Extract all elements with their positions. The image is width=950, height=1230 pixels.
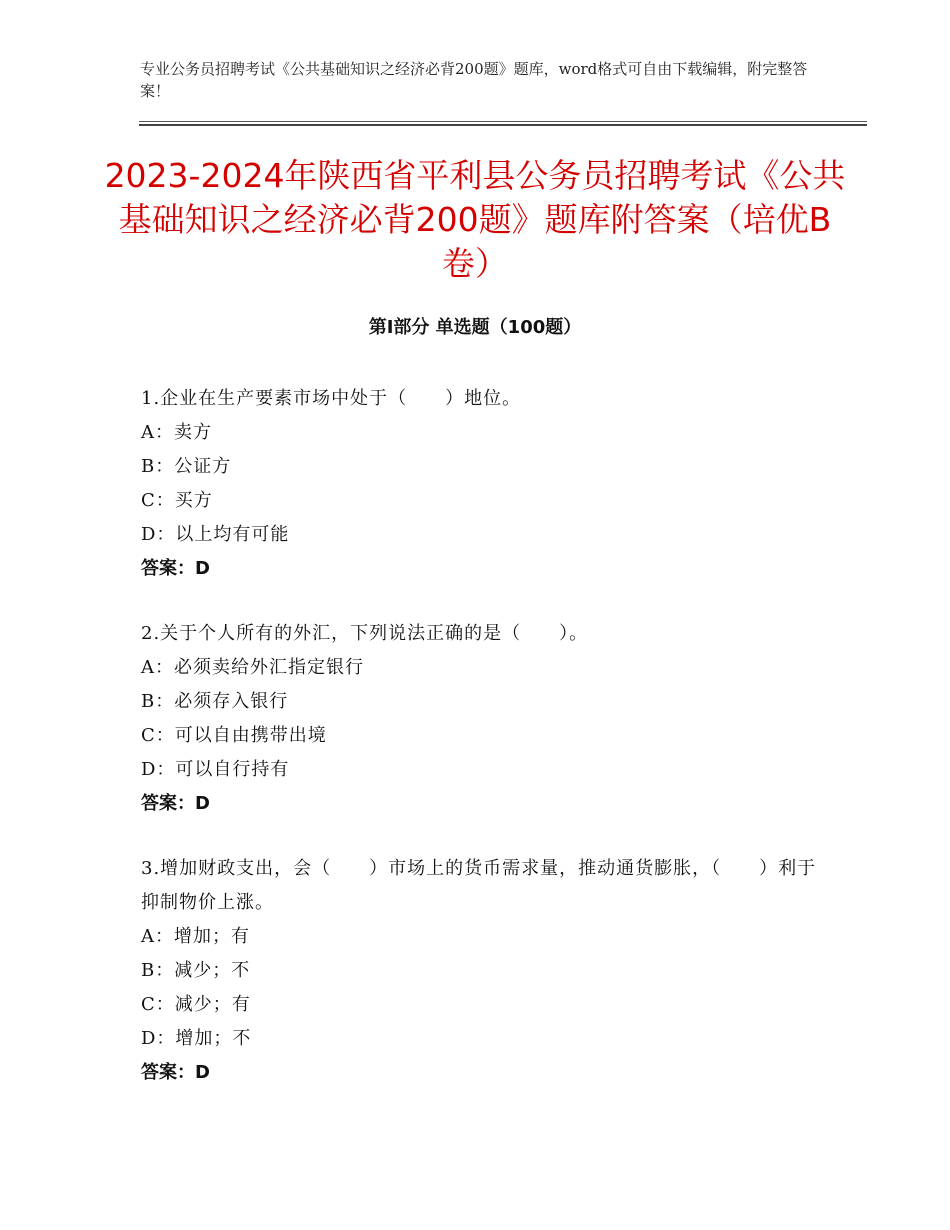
option-c: C：可以自由携带出境 bbox=[141, 725, 327, 746]
option-a: A：卖方 bbox=[141, 422, 212, 443]
question-stem: 3.增加财政支出，会（ ）市场上的货币需求量，推动通货膨胀，（ ）利于抑制物价上涨。 bbox=[141, 858, 817, 913]
option-b: B：必须存入银行 bbox=[141, 691, 289, 712]
option-c: C：减少；有 bbox=[141, 994, 251, 1015]
answer: 答案：D bbox=[141, 558, 210, 579]
answer: 答案：D bbox=[141, 793, 210, 814]
question-stem: 1.企业在生产要素市场中处于（ ）地位。 bbox=[141, 388, 522, 409]
header-divider-thin bbox=[139, 121, 867, 122]
question-stem: 2.关于个人所有的外汇，下列说法正确的是（ ）。 bbox=[141, 623, 589, 644]
option-a: A：必须卖给外汇指定银行 bbox=[141, 657, 364, 678]
option-d: D：可以自行持有 bbox=[141, 759, 290, 780]
option-d: D：以上均有可能 bbox=[141, 524, 290, 545]
question-1 bbox=[141, 382, 831, 586]
question-2 bbox=[141, 617, 831, 821]
header-note: 专业公务员招聘考试《公共基础知识之经济必背200题》题库，word格式可自由下载编辑，附完整答案！ bbox=[140, 60, 808, 100]
option-b: B：公证方 bbox=[141, 456, 232, 477]
document-title: 2023-2024年陕西省平利县公务员招聘考试《公共基础知识之经济必背200题》题库附答案（培优B卷） bbox=[104, 156, 846, 283]
question-3 bbox=[141, 852, 831, 1090]
option-b: B：减少；不 bbox=[141, 960, 251, 981]
option-a: A：增加；有 bbox=[141, 926, 250, 947]
option-d: D：增加；不 bbox=[141, 1028, 252, 1049]
option-c: C：买方 bbox=[141, 490, 213, 511]
header-divider-thick bbox=[139, 124, 867, 126]
section-title: 第Ⅰ部分 单选题（100题） bbox=[368, 317, 582, 338]
question-list bbox=[141, 382, 831, 1121]
answer: 答案：D bbox=[141, 1062, 210, 1083]
